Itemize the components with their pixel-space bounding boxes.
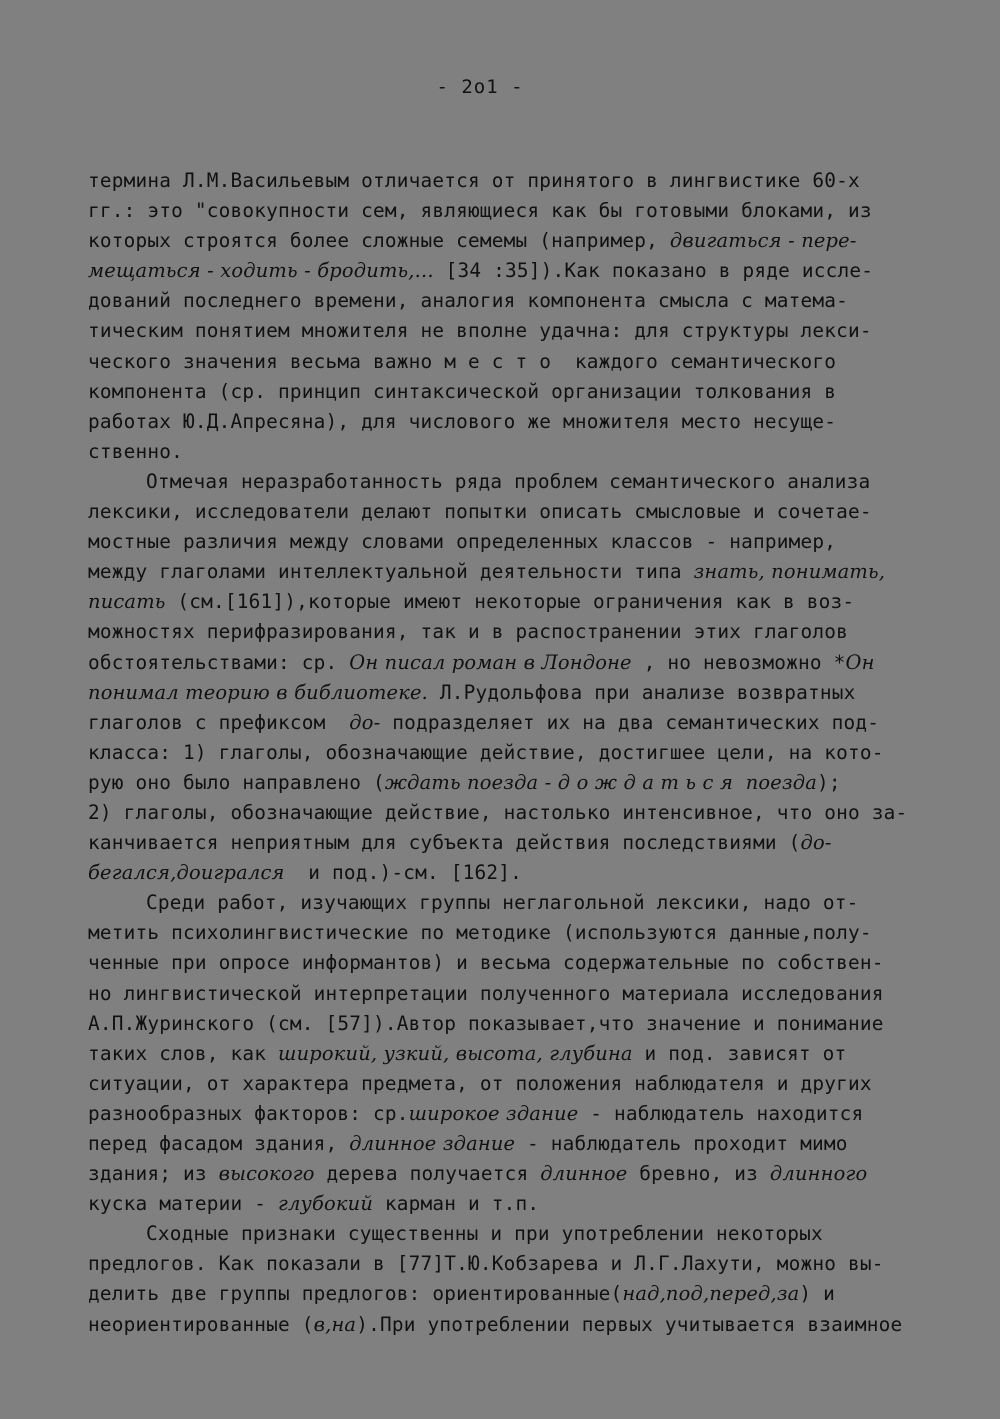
- text-span: и под.)-см. [162].: [284, 861, 523, 885]
- text-span: Л.Рудольфова при анализе возвратных: [428, 680, 856, 704]
- text-line: [88, 617, 928, 647]
- text-span: ситуации, от характера предмета, от положения наблюдателя и других: [88, 1071, 872, 1095]
- text-line: [88, 1099, 928, 1129]
- text-span: канчивается неприятным для субъекта действия последствиями (: [88, 831, 801, 855]
- text-line: [88, 979, 928, 1009]
- italic-text-span: высокого: [218, 1162, 315, 1186]
- text-span: ственно.: [88, 439, 183, 463]
- text-line: [88, 226, 928, 256]
- italic-text-span: длинного: [769, 1162, 868, 1186]
- text-line: [88, 918, 928, 948]
- text-line: [88, 678, 928, 708]
- text-line: [88, 377, 928, 407]
- text-span: метить психолингвистические по методике (используются данные,полу-: [88, 921, 872, 945]
- text-span: Отмечая неразработанность ряда проблем семантического анализа: [146, 469, 871, 493]
- italic-text-span: в,на: [313, 1312, 357, 1336]
- italic-text-span: ждать поезда - д о ж д а т ь с я поезда: [384, 770, 818, 794]
- italic-text-span: до-: [349, 710, 381, 734]
- text-span: дерева получается: [314, 1162, 541, 1186]
- italic-text-span: двигаться - пере-: [669, 229, 857, 253]
- text-span: карман и т.п.: [373, 1192, 540, 1216]
- text-line: [88, 347, 928, 377]
- text-line: [88, 708, 928, 738]
- text-span: бревно, из: [627, 1162, 770, 1186]
- text-span: делить две группы предлогов: ориентированные(: [88, 1282, 623, 1306]
- italic-text-span: глубокий: [278, 1192, 374, 1216]
- text-span: (см.[161]),которые имеют некоторые ограничения как в воз-: [165, 590, 855, 614]
- text-span: [34 :35]).Как показано в ряде иссле-: [433, 259, 874, 283]
- text-line: [88, 286, 928, 316]
- text-span: - наблюдатель проходит мимо: [515, 1132, 848, 1155]
- text-line: [88, 1009, 928, 1039]
- text-line: [88, 768, 928, 798]
- text-span: ).При употреблении первых учитывается взаимное: [356, 1312, 903, 1336]
- text-line: [88, 948, 928, 978]
- text-span: тическим понятием множителя не вполне удачна: для структуры лекси-: [88, 319, 872, 343]
- text-span: класса: 1) глаголы, обозначающие действие, достигшее цели, на кото-: [88, 740, 884, 764]
- text-span: неориентированные (: [88, 1312, 314, 1336]
- text-span: которых строятся более сложные семемы (например,: [88, 229, 670, 253]
- text-line: [88, 1129, 928, 1159]
- text-span: можностях перифразирования, так и в распостранении этих глаголов: [88, 620, 848, 644]
- text-span: А.П.Журинского (см. [57]).Автор показывает,что значение и понимание: [88, 1011, 884, 1035]
- text-line: [88, 738, 928, 768]
- italic-text-span: писать: [88, 590, 166, 614]
- text-span: разнообразных факторов: ср.: [88, 1101, 409, 1125]
- text-line: [88, 407, 928, 437]
- italic-text-span: над,под,перед,за: [622, 1282, 800, 1306]
- italic-text-span: знать, понимать,: [693, 560, 886, 584]
- text-line: [88, 1039, 928, 1069]
- text-span: термина Л.М.Васильевым отличается от принятого в лингвистике 60-х: [88, 169, 860, 192]
- text-span: подразделяет их на два семантических под-: [380, 710, 880, 734]
- text-line: [88, 166, 928, 196]
- text-span: ческого значения весьма важно м е с т о каждого семантического: [88, 349, 837, 373]
- text-line: [88, 1069, 928, 1099]
- text-span: перед фасадом здания,: [88, 1132, 350, 1155]
- text-span: компонента (ср. принцип синтаксической организации толкования в: [88, 379, 837, 403]
- text-line: [88, 1249, 928, 1279]
- text-span: гг.: это "совокупности сем, являющиеся как бы готовыми блоками, из: [88, 199, 872, 223]
- text-line: [88, 497, 928, 527]
- text-line: [88, 527, 928, 557]
- text-line: [88, 587, 928, 617]
- text-line: [88, 316, 928, 346]
- text-line: [88, 1219, 928, 1249]
- text-line: [88, 888, 928, 918]
- italic-text-span: широкое здание: [408, 1101, 579, 1125]
- text-span: дований последнего времени, аналогия компонента смысла с матема-: [88, 289, 848, 313]
- text-span: куска материи -: [88, 1192, 278, 1216]
- body-text: [88, 166, 928, 1340]
- text-span: Сходные признаки существенны и при употреблении некоторых: [146, 1222, 823, 1246]
- text-span: Среди работ, изучающих группы неглагольной лексики, надо от-: [146, 891, 859, 915]
- page-number: - 2o1 -: [436, 76, 524, 98]
- text-span: работах Ю.Д.Апресяна), для числового же множителя место несуще-: [88, 409, 837, 433]
- italic-text-span: широкий, узкий, высота, глубина: [278, 1041, 633, 1065]
- text-span: 2) глаголы, обозначающие действие, настолько интенсивное, что оно за-: [88, 800, 908, 824]
- text-span: и под. зависят от: [632, 1041, 847, 1065]
- text-span: );: [817, 770, 841, 794]
- italic-text-span: понимал теорию в библиотеке.: [88, 680, 429, 704]
- text-span: ченные при опросе информантов) и весьма содержательные по собствен-: [88, 951, 884, 975]
- italic-text-span: длинное: [540, 1162, 628, 1186]
- text-span: мостные различия между словами определенных классов - например,: [88, 530, 837, 554]
- text-line: [88, 648, 928, 678]
- text-span: ) и: [799, 1282, 836, 1306]
- text-span: , но невозможно *: [631, 650, 846, 674]
- text-line: [88, 1159, 928, 1189]
- italic-text-span: Он: [845, 650, 875, 674]
- italic-text-span: мещаться - ходить - бродить,...: [88, 259, 434, 283]
- text-span: - наблюдатель находится: [578, 1101, 864, 1125]
- italic-text-span: Он писал роман в Лондоне: [349, 650, 632, 674]
- text-line: [88, 437, 928, 467]
- text-line: [88, 557, 928, 587]
- text-span: таких слов, как: [88, 1041, 278, 1065]
- text-span: рую оно было направлено (: [88, 770, 385, 794]
- text-span: глаголов с префиксом: [88, 710, 350, 734]
- italic-text-span: длинное здание: [349, 1132, 516, 1155]
- text-line: [88, 256, 928, 286]
- text-span: но лингвистической интерпретации полученного материала исследования: [88, 981, 884, 1005]
- text-span: между глаголами интеллектуальной деятельности типа: [88, 560, 694, 584]
- text-line: [88, 828, 928, 858]
- text-line: [88, 196, 928, 226]
- text-line: [88, 1189, 928, 1219]
- text-line: [88, 1310, 928, 1340]
- text-line: [88, 467, 928, 497]
- text-line: [88, 1279, 928, 1309]
- text-span: лексики, исследователи делают попытки описать смысловые и сочетае-: [88, 500, 872, 524]
- italic-text-span: бегался,доигрался: [88, 861, 285, 885]
- text-line: [88, 858, 928, 888]
- text-span: обстоятельствами: ср.: [88, 650, 350, 674]
- text-span: предлогов. Как показали в [77]Т.Ю.Кобзарева и Л.Г.Лахути, можно вы-: [88, 1252, 884, 1276]
- text-line: [88, 798, 928, 828]
- italic-text-span: до-: [800, 831, 832, 855]
- text-span: здания; из: [88, 1162, 219, 1186]
